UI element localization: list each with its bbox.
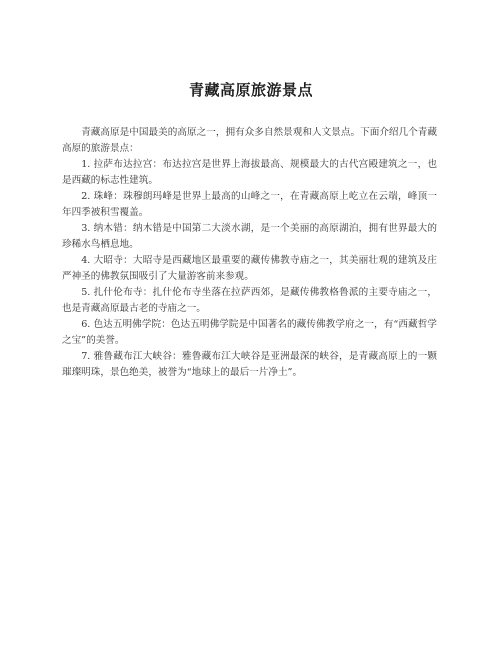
document-body [62,125,437,381]
list-item-yarlung-tsangpo: 7. 雅鲁藏布江大峡谷：雅鲁藏布江大峡谷是亚洲最深的峡谷，是青藏高原上的一颗璀璨明珠，景色绝美，被誉为“地球上的最后一片净土”。 [62,351,437,378]
list-item-tashilhunpo: 5. 扎什伦布寺：扎什伦布寺坐落在拉萨西郊，是藏传佛教格鲁派的主要寺庙之一，也是青藏高原最古老的寺庙之一。 [62,287,437,314]
list-item-everest: 2. 珠峰：珠穆朗玛峰是世界上最高的山峰之一，在青藏高原上屹立在云端，峰顶一年四季被积雪覆盖。 [62,191,437,218]
list-item-potala-palace: 1. 拉萨布达拉宫：布达拉宫是世界上海拔最高、规模最大的古代宫殿建筑之一，也是西藏的标志性建筑。 [62,159,437,186]
document-title: 青藏高原旅游景点 [188,81,313,99]
intro-paragraph: 青藏高原是中国最美的高原之一，拥有众多自然景观和人文景点。下面介绍几个青藏高原的旅游景点： [62,127,437,154]
list-item-namtso: 3. 纳木错：纳木错是中国第二大淡水湖，是一个美丽的高原湖泊，拥有世界最大的珍稀水鸟栖息地。 [62,223,437,250]
list-item-jokhang: 4. 大昭寺：大昭寺是西藏地区最重要的藏传佛教寺庙之一，其美丽壮观的建筑及庄严神圣的佛教氛围吸引了大量游客前来参观。 [62,255,437,282]
list-item-larung-gar: 6. 色达五明佛学院：色达五明佛学院是中国著名的藏传佛教学府之一，有“西藏哲学之宝”的美誉。 [62,319,437,346]
